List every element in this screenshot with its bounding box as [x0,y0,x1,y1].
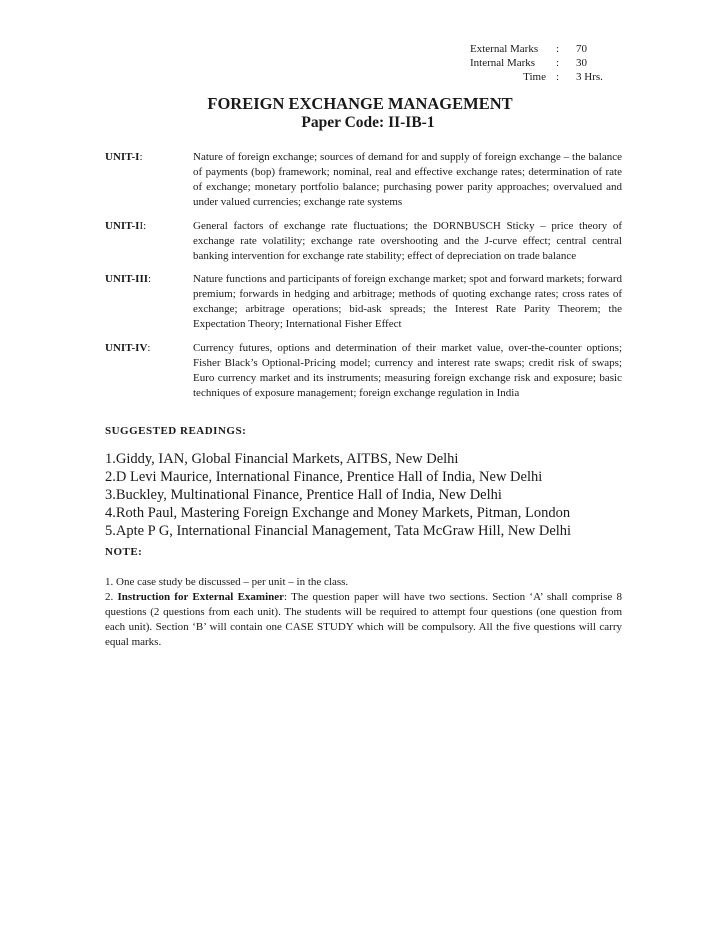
readings-list [105,450,571,540]
external-marks-value: 70 [576,43,587,55]
note-2-bold: Instruction for External Examiner [117,591,285,603]
reading-item: 1.Giddy, IAN, Global Financial Markets, AITBS, New Delhi [105,451,459,467]
time-value: 3 Hrs. [576,71,603,83]
external-marks-row [470,42,626,56]
unit-2 [105,219,622,264]
internal-marks-label: Internal Marks [470,57,536,69]
unit-label: UNIT-II: [105,220,147,232]
reading-item: 5.Apte P G, International Financial Management, Tata McGraw Hill, New Delhi [105,523,572,539]
external-marks-label: External Marks [470,43,539,55]
unit-label: UNIT-I: [105,151,143,163]
reading-item: 3.Buckley, Multinational Finance, Prentice Hall of India, New Delhi [105,487,502,503]
unit-text: Currency futures, options and determination of their market value, over-the-counter options; Fisher Black’s Optional-Pricing model; currency and interest rate swaps; credit risk of swaps; Euro currency market and its instruments; measuring foreign exchange risk and exposure; basic techniques of exposure management; foreign exchange regulation in India [193,342,622,399]
colon: : [556,43,560,55]
suggested-readings-heading: SUGGESTED READINGS: [105,425,247,437]
time-row [470,70,626,84]
page-title: FOREIGN EXCHANGE MANAGEMENT [207,94,513,113]
unit-3 [105,272,622,332]
note-2: 2. Instruction for External Examiner: The question paper will have two sections. Section ‘A’ shall comprise 8 questions (2 questions from each unit). The students will be required to attempt four questions (one question from each unit). Section ‘B’ will contain one CASE STUDY which will be compulsory. All the five questions will carry equal marks. [105,591,622,648]
paper-code: Paper Code: II-IB-1 [301,114,435,131]
marks-table [470,42,626,84]
note-heading: NOTE: [105,546,143,558]
unit-label: UNIT-III: [105,273,152,285]
unit-1 [105,150,622,210]
unit-4 [105,341,622,401]
unit-text: Nature of foreign exchange; sources of demand for and supply of foreign exchange – the balance of payments (bop) framework; nominal, real and effective exchange rates; determination of rate of exchange; monetary portfolio balance; purchasing power parity approaches; overvalued and under valued currencies; exchange rate systems [193,151,622,208]
colon: : [556,71,560,83]
time-label: Time [523,71,546,83]
internal-marks-value: 30 [576,57,587,69]
unit-text: Nature functions and participants of foreign exchange market; spot and forward markets; forward premium; forwards in hedging and arbitrage; methods of quoting exchange rates; cross rates of exchange; arbitrage operations; bid-ask spreads; the Interest Rate Parity Theorem; the Expectation Theory; International Fisher Effect [193,273,622,330]
notes [105,575,622,650]
note-1: 1. One case study be discussed – per unit – in the class. [105,576,349,588]
unit-label: UNIT-IV: [105,342,151,354]
unit-text: General factors of exchange rate fluctuations; the DORNBUSCH Sticky – price theory of exchange rate volatility; exchange rate overshooting and the J-curve effect; central central banking intervention for exchange rate stability; effect of depreciation on trade balance [193,220,622,262]
reading-item: 4.Roth Paul, Mastering Foreign Exchange and Money Markets, Pitman, London [105,505,571,521]
colon: : [556,57,560,69]
reading-item: 2.D Levi Maurice, International Finance, Prentice Hall of India, New Delhi [105,469,543,485]
internal-marks-row [470,56,626,70]
